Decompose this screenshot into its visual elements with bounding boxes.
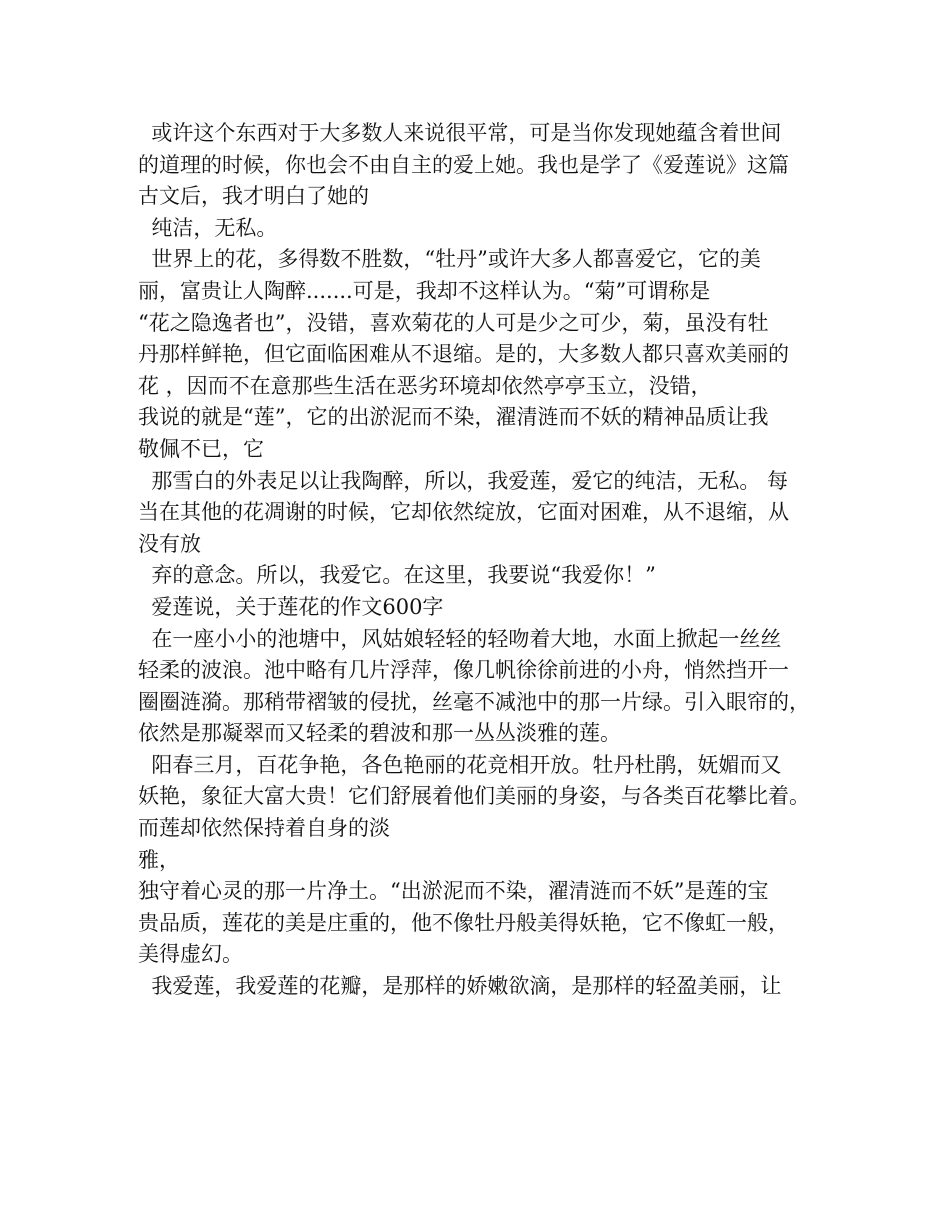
text-line: 独守着心灵的那一片净土。“出淤泥而不染，濯清涟而不妖”是莲的宝 bbox=[138, 879, 769, 904]
text-line: 丽，富贵让人陶醉.......可是，我却不这样认为。“菊”可谓称是 bbox=[138, 278, 711, 303]
text-line: 纯洁，无私。 bbox=[138, 215, 278, 240]
text-line: 我说的就是“莲”，它的出淤泥而不染，濯清涟而不妖的精神品质让我 bbox=[138, 405, 769, 430]
text-line: 轻柔的波浪。池中略有几片浮萍，像几帆徐徐前进的小舟，悄然挡开一 bbox=[138, 658, 789, 683]
text-line: 圈圈涟漪。那稍带褶皱的侵扰，丝毫不减池中的那一片绿。引入眼帘的， bbox=[138, 689, 810, 714]
essay-text bbox=[138, 118, 828, 1003]
text-line: 花 ，因而不在意那些生活在恶劣环境却依然亭亭玉立，没错， bbox=[138, 373, 712, 398]
text-line: 妖艳，象征大富大贵！它们舒展着他们美丽的身姿，与各类百花攀比着。 bbox=[138, 784, 810, 809]
text-line: 爱莲说，关于莲花的作文600字 bbox=[138, 594, 444, 619]
text-line: 在一座小小的池塘中，风姑娘轻轻的轻吻着大地，水面上掀起一丝丝 bbox=[138, 626, 782, 651]
text-line: 那雪白的外表足以让我陶醉，所以，我爱莲，爱它的纯洁，无私。 每 bbox=[138, 468, 789, 493]
text-line: 我爱莲，我爱莲的花瓣，是那样的娇嫩欲滴，是那样的轻盈美丽，让 bbox=[138, 974, 782, 999]
text-line: 没有放 bbox=[138, 531, 201, 556]
text-line: 阳春三月，百花争艳，各色艳丽的花竞相开放。牡丹杜鹃，妩媚而又 bbox=[138, 752, 782, 777]
text-line: 的道理的时候，你也会不由自主的爱上她。我也是学了《爱莲说》这篇 bbox=[138, 152, 789, 177]
text-line: 丹那样鲜艳，但它面临困难从不退缩。是的，大多数人都只喜欢美丽的 bbox=[138, 342, 789, 367]
text-line: 依然是那凝翠而又轻柔的碧波和那一丛丛淡雅的莲。 bbox=[138, 721, 621, 746]
text-line: 或许这个东西对于大多数人来说很平常，可是当你发现她蕴含着世间 bbox=[138, 121, 782, 145]
text-line: 而莲却依然保持着自身的淡 bbox=[138, 816, 390, 841]
text-line: “花之隐逸者也”，没错，喜欢菊花的人可是少之可少，菊，虽没有牡 bbox=[138, 310, 769, 335]
text-line: 当在其他的花凋谢的时候，它却依然绽放，它面对困难，从不退缩，从 bbox=[138, 500, 789, 525]
text-line: 贵品质，莲花的美是庄重的，他不像牡丹般美得妖艳，它不像虹一般， bbox=[138, 910, 789, 935]
text-line: 弃的意念。所以，我爱它。在这里，我要说“我爱你！” bbox=[138, 563, 656, 588]
text-line: 美得虚幻。 bbox=[138, 942, 243, 967]
text-line: 古文后，我才明白了她的 bbox=[138, 184, 369, 209]
text-line: 雅， bbox=[138, 847, 180, 872]
text-line: 世界上的花，多得数不胜数，“牡丹”或许大多人都喜爱它，它的美 bbox=[138, 247, 761, 272]
text-line: 敬佩不已，它 bbox=[138, 436, 264, 461]
